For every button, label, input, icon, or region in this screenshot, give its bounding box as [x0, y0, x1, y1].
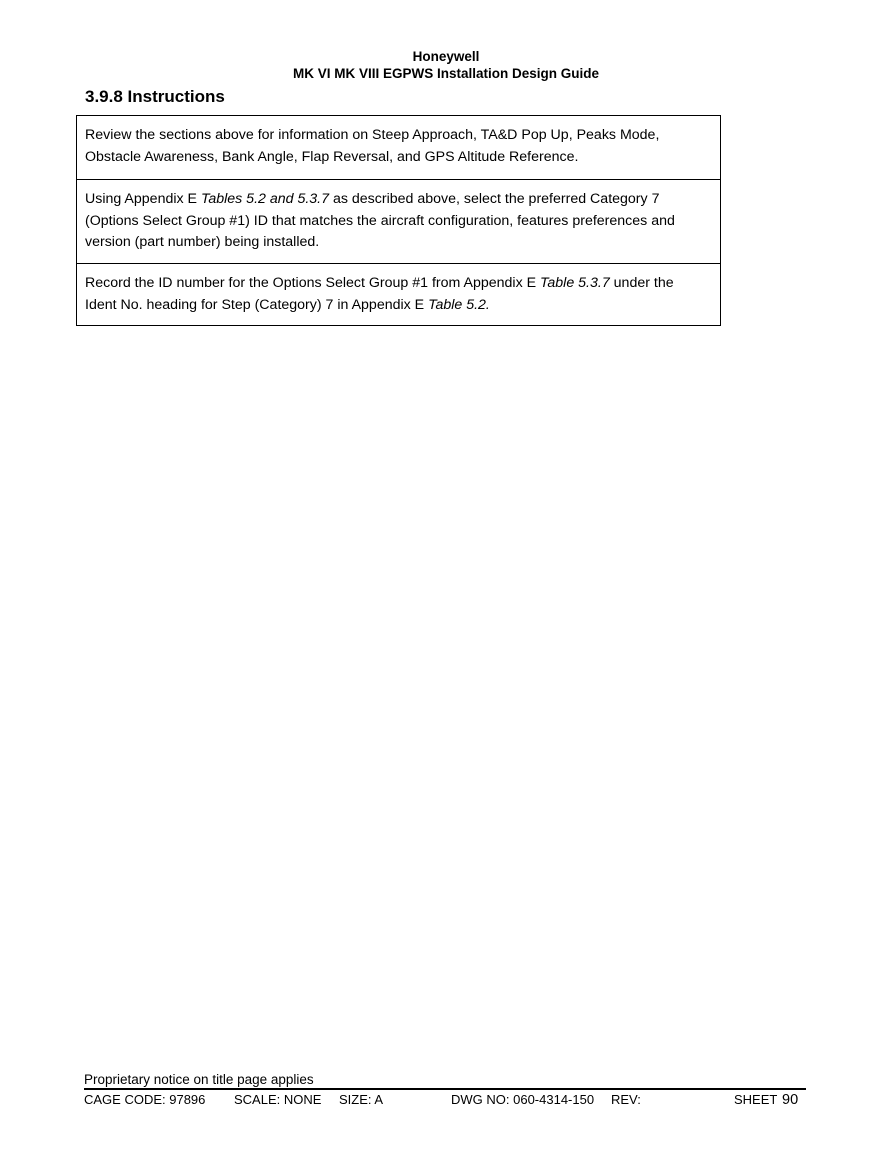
scale: SCALE: NONE [234, 1092, 322, 1107]
instruction-text: Record the ID number for the Options Select Group #1 from Appendix E [85, 275, 541, 291]
page-header [0, 49, 892, 82]
instructions-table [76, 115, 721, 326]
size: SIZE: A [339, 1092, 384, 1107]
document-title: MK VI MK VIII EGPWS Installation Design Guide [292, 65, 600, 81]
revision: REV: [611, 1092, 641, 1107]
proprietary-notice: Proprietary notice on title page applies [84, 1072, 314, 1087]
instruction-row [77, 263, 720, 325]
sheet-label: SHEET [734, 1092, 778, 1107]
drawing-number: DWG NO: 060-4314-150 [451, 1092, 595, 1107]
section-heading: 3.9.8 Instructions [85, 87, 225, 106]
sheet-number: 90 [782, 1092, 799, 1108]
table-reference: Table 5.2. [428, 296, 490, 313]
instruction-text: Review the sections above for information on Steep Approach, TA&D Pop Up, Peaks Mode, Obstacle Awareness, Bank Angle, Flap Reversal, and GPS Altitude Reference. [85, 127, 660, 165]
drawing-info-bar [84, 1090, 806, 1108]
instruction-text: Using Appendix E [85, 191, 201, 207]
page-footer [84, 1071, 806, 1108]
table-reference: Table 5.3.7 [540, 275, 610, 291]
instruction-row [77, 116, 720, 179]
instruction-row [77, 179, 720, 263]
table-reference: Tables 5.2 and 5.3.7 [200, 191, 330, 207]
instruction-text: as described above, select the preferred Category 7 (Options Select Group #1) ID that matches the aircraft configuration, features preferences and version (part number) being installed. [85, 191, 675, 250]
cage-code: CAGE CODE: 97896 [84, 1092, 206, 1107]
company-name: Honeywell [412, 49, 480, 64]
instruction-text: under the Ident No. heading for Step (Category) 7 in Appendix E [85, 275, 674, 313]
